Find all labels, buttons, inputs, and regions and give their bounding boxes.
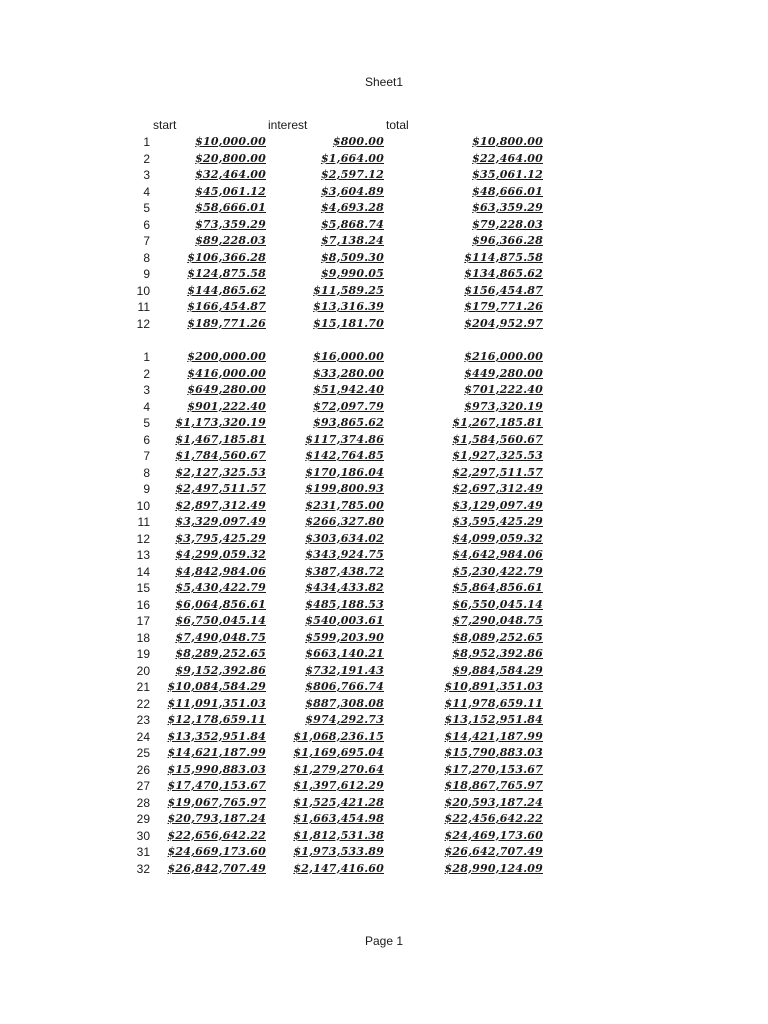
total-value: $22,456,642.22 (444, 812, 543, 825)
row-number: 5 (143, 416, 150, 430)
interest-value: $11,589.25 (313, 283, 384, 297)
total-value: $10,800.00 (472, 135, 543, 148)
total-value: $63,359.29 (472, 201, 543, 214)
start-value: $13,352,951.84 (167, 729, 266, 743)
interest-value: $51,942.40 (313, 383, 384, 396)
table-block-1 (0, 134, 768, 332)
table-row (0, 696, 768, 713)
table-row (0, 514, 768, 531)
interest-value: $4,693.28 (320, 201, 384, 214)
interest-value: $170,186.04 (305, 465, 384, 479)
interest-value: $3,604.89 (320, 184, 384, 198)
table-row (0, 861, 768, 878)
interest-value: $1,973,533.89 (293, 845, 384, 858)
table-row (0, 465, 768, 482)
total-value: $18,867,765.97 (444, 779, 543, 792)
total-value: $79,228.03 (472, 217, 543, 231)
row-number: 17 (136, 614, 150, 628)
total-value: $13,152,951.84 (444, 713, 543, 726)
start-value: $166,454.87 (187, 300, 266, 313)
table-row (0, 266, 768, 283)
interest-value: $1,812,531.38 (293, 828, 384, 842)
total-value: $701,222.40 (464, 383, 543, 396)
start-value: $901,222.40 (187, 399, 266, 413)
table-row (0, 712, 768, 729)
total-value: $1,267,185.81 (452, 416, 543, 429)
interest-value: $1,664.00 (320, 151, 384, 165)
interest-value: $663,140.21 (305, 647, 384, 660)
interest-value: $16,000.00 (313, 350, 384, 363)
total-value: $2,297,511.57 (452, 465, 543, 479)
table-row (0, 580, 768, 597)
table-row (0, 167, 768, 184)
total-value: $35,061.12 (472, 168, 543, 181)
total-value: $1,584,560.67 (452, 432, 543, 446)
total-value: $20,593,187.24 (444, 795, 543, 809)
interest-value: $387,438.72 (305, 564, 384, 578)
start-value: $12,178,659.11 (167, 713, 266, 726)
interest-value: $1,397,612.29 (293, 779, 384, 792)
start-value: $7,490,048.75 (175, 630, 266, 644)
row-number: 1 (143, 135, 150, 149)
start-value: $9,152,392.86 (175, 663, 266, 677)
row-number: 32 (136, 861, 150, 876)
total-value: $14,421,187.99 (444, 729, 543, 743)
row-number: 16 (136, 597, 150, 612)
start-value: $89,228.03 (195, 234, 266, 247)
table-row (0, 316, 768, 333)
start-value: $14,621,187.99 (167, 746, 266, 759)
row-number: 24 (136, 729, 150, 744)
row-number: 14 (136, 564, 150, 579)
interest-value: $5,868.74 (320, 217, 384, 231)
start-value: $2,897,312.49 (175, 498, 266, 512)
interest-value: $887,308.08 (305, 696, 384, 710)
interest-value: $1,169,695.04 (293, 746, 384, 759)
total-value: $3,129,097.49 (452, 498, 543, 512)
table-row (0, 811, 768, 828)
start-value: $20,793,187.24 (167, 812, 266, 825)
interest-value: $540,003.61 (305, 614, 384, 627)
table-row (0, 564, 768, 581)
table-row (0, 349, 768, 366)
table-row (0, 663, 768, 680)
table-row (0, 795, 768, 812)
start-value: $10,084,584.29 (167, 680, 266, 693)
table-row (0, 498, 768, 515)
row-number: 31 (136, 845, 150, 859)
total-value: $8,089,252.65 (452, 630, 543, 644)
table-row (0, 745, 768, 762)
table-row (0, 184, 768, 201)
row-number: 10 (136, 498, 150, 513)
table-row (0, 250, 768, 267)
column-header-total: total (386, 118, 409, 132)
interest-value: $1,663,454.98 (293, 812, 384, 825)
row-number: 19 (136, 647, 150, 661)
table-row (0, 299, 768, 316)
row-number: 11 (137, 515, 150, 529)
row-number: 23 (136, 713, 150, 727)
table-row (0, 134, 768, 151)
row-number: 3 (143, 383, 150, 397)
row-number: 4 (143, 399, 150, 414)
total-value: $216,000.00 (464, 350, 543, 363)
row-number: 8 (143, 465, 150, 480)
row-number: 4 (143, 184, 150, 199)
row-number: 28 (136, 795, 150, 810)
row-number: 25 (136, 746, 150, 760)
interest-value: $2,597.12 (320, 168, 384, 181)
interest-value: $142,764.85 (305, 449, 384, 462)
total-value: $22,464.00 (472, 151, 543, 165)
table-row (0, 597, 768, 614)
table-row (0, 432, 768, 449)
row-number: 2 (143, 151, 150, 166)
start-value: $15,990,883.03 (167, 762, 266, 776)
row-number: 12 (136, 316, 150, 331)
table-row (0, 844, 768, 861)
total-value: $3,595,425.29 (452, 515, 543, 528)
row-number: 8 (143, 250, 150, 265)
row-number: 15 (136, 581, 150, 595)
interest-value: $2,147,416.60 (293, 861, 384, 875)
row-number: 2 (143, 366, 150, 381)
total-value: $5,230,422.79 (452, 564, 543, 578)
row-number: 9 (143, 267, 150, 281)
row-number: 29 (136, 812, 150, 826)
interest-value: $434,433.82 (305, 581, 384, 594)
row-number: 6 (143, 217, 150, 232)
start-value: $1,173,320.19 (175, 416, 266, 429)
total-value: $5,864,856.61 (452, 581, 543, 594)
row-number: 26 (136, 762, 150, 777)
table-row (0, 366, 768, 383)
interest-value: $13,316.39 (313, 300, 384, 313)
row-number: 22 (136, 696, 150, 711)
total-value: $4,099,059.32 (452, 531, 543, 545)
interest-value: $1,279,270.64 (293, 762, 384, 776)
table-row (0, 762, 768, 779)
interest-value: $33,280.00 (313, 366, 384, 380)
interest-value: $199,800.93 (305, 482, 384, 495)
interest-value: $343,924.75 (305, 548, 384, 561)
row-number: 27 (136, 779, 150, 793)
total-value: $10,891,351.03 (444, 680, 543, 693)
start-value: $22,656,642.22 (167, 828, 266, 842)
start-value: $11,091,351.03 (167, 696, 266, 710)
start-value: $19,067,765.97 (167, 795, 266, 809)
total-value: $7,290,048.75 (452, 614, 543, 627)
total-value: $26,642,707.49 (444, 845, 543, 858)
total-value: $1,927,325.53 (452, 449, 543, 462)
start-value: $2,127,325.53 (175, 465, 266, 479)
row-number: 7 (143, 449, 150, 463)
start-value: $8,289,252.65 (175, 647, 266, 660)
interest-value: $7,138.24 (320, 234, 384, 247)
row-number: 7 (143, 234, 150, 248)
total-value: $114,875.58 (464, 250, 543, 264)
interest-value: $1,525,421.28 (293, 795, 384, 809)
start-value: $1,784,560.67 (175, 449, 266, 462)
row-number: 18 (136, 630, 150, 645)
interest-value: $732,191.43 (305, 663, 384, 677)
page-footer: Page 1 (364, 934, 404, 948)
interest-value: $72,097.79 (313, 399, 384, 413)
table-row (0, 828, 768, 845)
start-value: $4,842,984.06 (175, 564, 266, 578)
row-number: 6 (143, 432, 150, 447)
total-value: $2,697,312.49 (452, 482, 543, 495)
interest-value: $8,509.30 (320, 250, 384, 264)
interest-value: $806,766.74 (305, 680, 384, 693)
interest-value: $117,374.86 (305, 432, 384, 446)
start-value: $124,875.58 (187, 267, 266, 280)
start-value: $3,795,425.29 (175, 531, 266, 545)
start-value: $6,064,856.61 (175, 597, 266, 611)
table-row (0, 399, 768, 416)
table-row (0, 415, 768, 432)
start-value: $32,464.00 (195, 168, 266, 181)
start-value: $200,000.00 (187, 350, 266, 363)
total-value: $134,865.62 (464, 267, 543, 280)
start-value: $5,430,422.79 (175, 581, 266, 594)
total-value: $156,454.87 (464, 283, 543, 297)
start-value: $649,280.00 (187, 383, 266, 396)
interest-value: $974,292.73 (305, 713, 384, 726)
total-value: $24,469,173.60 (444, 828, 543, 842)
start-value: $10,000.00 (195, 135, 266, 148)
start-value: $189,771.26 (187, 316, 266, 330)
column-header-start: start (153, 118, 177, 132)
interest-value: $9,990.05 (320, 267, 384, 280)
interest-value: $1,068,236.15 (293, 729, 384, 743)
start-value: $24,669,173.60 (167, 845, 266, 858)
row-number: 30 (136, 828, 150, 843)
total-value: $973,320.19 (464, 399, 543, 413)
row-number: 9 (143, 482, 150, 496)
total-value: $96,366.28 (472, 234, 543, 247)
table-row (0, 630, 768, 647)
sheet-title: Sheet1 (364, 75, 404, 89)
interest-value: $266,327.80 (305, 515, 384, 528)
table-row (0, 217, 768, 234)
start-value: $2,497,511.57 (175, 482, 266, 495)
interest-value: $93,865.62 (313, 416, 384, 429)
row-number: 21 (136, 680, 150, 694)
start-value: $144,865.62 (187, 283, 266, 297)
total-value: $9,884,584.29 (452, 663, 543, 677)
row-number: 1 (143, 350, 150, 364)
start-value: $6,750,045.14 (175, 614, 266, 627)
start-value: $20,800.00 (195, 151, 266, 165)
table-row (0, 679, 768, 696)
start-value: $45,061.12 (195, 184, 266, 198)
row-number: 13 (136, 548, 150, 562)
interest-value: $303,634.02 (305, 531, 384, 545)
table-row (0, 151, 768, 168)
table-row (0, 778, 768, 795)
table-row (0, 448, 768, 465)
table-row (0, 481, 768, 498)
table-row (0, 382, 768, 399)
interest-value: $15,181.70 (313, 316, 384, 330)
total-value: $449,280.00 (464, 366, 543, 380)
total-value: $4,642,984.06 (452, 548, 543, 561)
table-row (0, 547, 768, 564)
start-value: $58,666.01 (195, 201, 266, 214)
row-number: 12 (136, 531, 150, 546)
table-row (0, 729, 768, 746)
row-number: 5 (143, 201, 150, 215)
total-value: $11,978,659.11 (444, 696, 543, 710)
row-number: 20 (136, 663, 150, 678)
total-value: $28,990,124.09 (444, 861, 543, 875)
start-value: $106,366.28 (187, 250, 266, 264)
total-value: $6,550,045.14 (452, 597, 543, 611)
interest-value: $599,203.90 (305, 630, 384, 644)
start-value: $416,000.00 (187, 366, 266, 380)
row-number: 11 (137, 300, 150, 314)
interest-value: $800.00 (332, 135, 384, 148)
row-number: 3 (143, 168, 150, 182)
table-row (0, 283, 768, 300)
start-value: $4,299,059.32 (175, 548, 266, 561)
total-value: $204,952.97 (464, 316, 543, 330)
start-value: $1,467,185.81 (175, 432, 266, 446)
table-row (0, 200, 768, 217)
interest-value: $485,188.53 (305, 597, 384, 611)
start-value: $17,470,153.67 (167, 779, 266, 792)
row-number: 10 (136, 283, 150, 298)
total-value: $48,666.01 (472, 184, 543, 198)
table-row (0, 233, 768, 250)
interest-value: $231,785.00 (305, 498, 384, 512)
table-row (0, 646, 768, 663)
total-value: $179,771.26 (464, 300, 543, 313)
column-header-interest: interest (268, 118, 308, 132)
start-value: $26,842,707.49 (167, 861, 266, 875)
total-value: $8,952,392.86 (452, 647, 543, 660)
table-row (0, 531, 768, 548)
total-value: $17,270,153.67 (444, 762, 543, 776)
start-value: $73,359.29 (195, 217, 266, 231)
start-value: $3,329,097.49 (175, 515, 266, 528)
table-block-2 (0, 349, 768, 877)
total-value: $15,790,883.03 (444, 746, 543, 759)
table-row (0, 613, 768, 630)
